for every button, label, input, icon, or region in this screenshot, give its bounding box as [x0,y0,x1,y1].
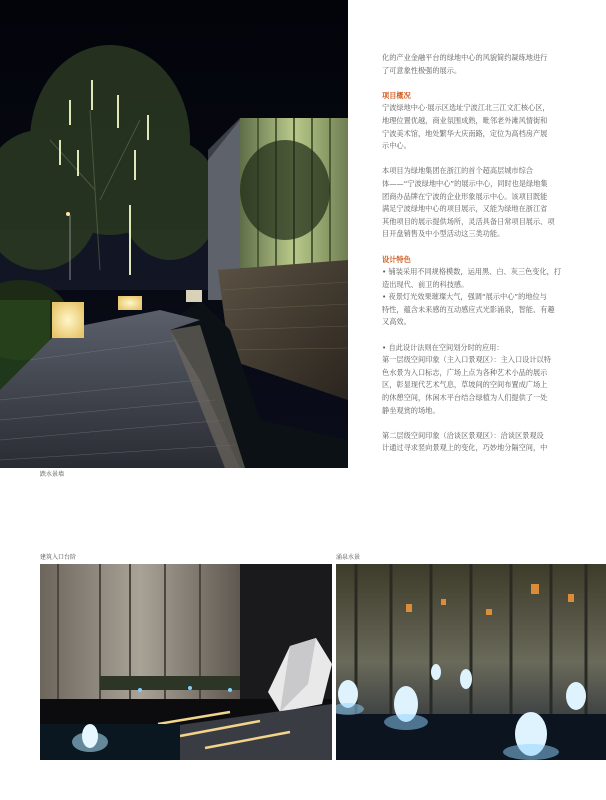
text-line: 宁波美术馆，地处繁华大庆南路，定位为高档房产展 [382,128,548,138]
text-line: 目开盘销售及中小型活动这三类功能。 [382,229,505,239]
fountain-photo [336,564,606,760]
text-line: 体——“宁波绿地中心”的展示中心，同时也是绿地集 [382,178,548,188]
intro-line: 了可意象性极强的展示。 [382,65,462,75]
text-line: 的休憩空间，休闲木平台结合绿植为人们提供了一处 [382,393,548,403]
text-line: • 自此设计法则在空间划分时的应用： [382,342,504,352]
text-line: 宁波绿地中心·展示区选址宁波江北三江文汇核心区， [382,103,550,113]
section-heading-overview: 项目概况 [382,90,411,100]
main-photo-caption: 跌水景墙 [40,471,65,478]
article-text [382,52,582,455]
text-line: 计通过寻求竖向景观上的变化，巧妙地分隔空间，中 [382,443,548,453]
text-line: 地理位置优越，商业氛围成熟，毗邻老外滩风情街和 [382,115,548,125]
text-line: 又高效。 [382,317,411,327]
text-line: • 夜景灯光效果璀璨大气，强调“展示中心”的地位与 [382,292,547,302]
text-line: 特性，蕴含未来感的互动感应式光影涌泉，智能、有趣 [382,304,555,314]
text-line: 其他项目的展示提供场所，灵活具备日常项目展示、项 [382,216,555,226]
main-photo [0,0,348,468]
text-line: 色水景为入口标志，广场上点为各种艺术小品的展示 [382,367,548,377]
text-line: 示中心。 [382,141,411,151]
text-line: 满足宁波绿地中心的项目展示，又能为绿地在浙江省 [382,204,548,214]
text-line: 第一层级空间印象（主入口景观区）：主入口设计以特 [382,355,551,365]
text-line: 团商办品牌在宁波的企业形象展示中心。该项目既能 [382,191,548,201]
text-line: 区，彰显现代艺术气息，草坡间的空间布置成广场上 [382,380,548,390]
text-line: 本项目为绿地集团在浙江的首个超高层城市综合 [382,166,533,176]
intro-line: 化的产业金融平台的绿地中心的风貌简约凝练地进行 [382,53,548,62]
bottom-left-photo-caption: 建筑入口台阶 [40,554,77,561]
section-heading-features: 设计特色 [382,254,411,264]
text-line: 造出现代、前卫的科技感。 [382,279,469,289]
bottom-right-photo-caption: 涌泉水景 [336,554,361,561]
text-line: • 铺装采用不同规格模数，运用黑、白、灰三色变化，打 [382,267,562,277]
text-line: 第二层级空间印象（洽谈区景观区）：洽谈区景观设 [382,430,544,440]
entrance-steps-photo [40,564,332,760]
text-line: 静坐观赏的场地。 [382,405,440,415]
